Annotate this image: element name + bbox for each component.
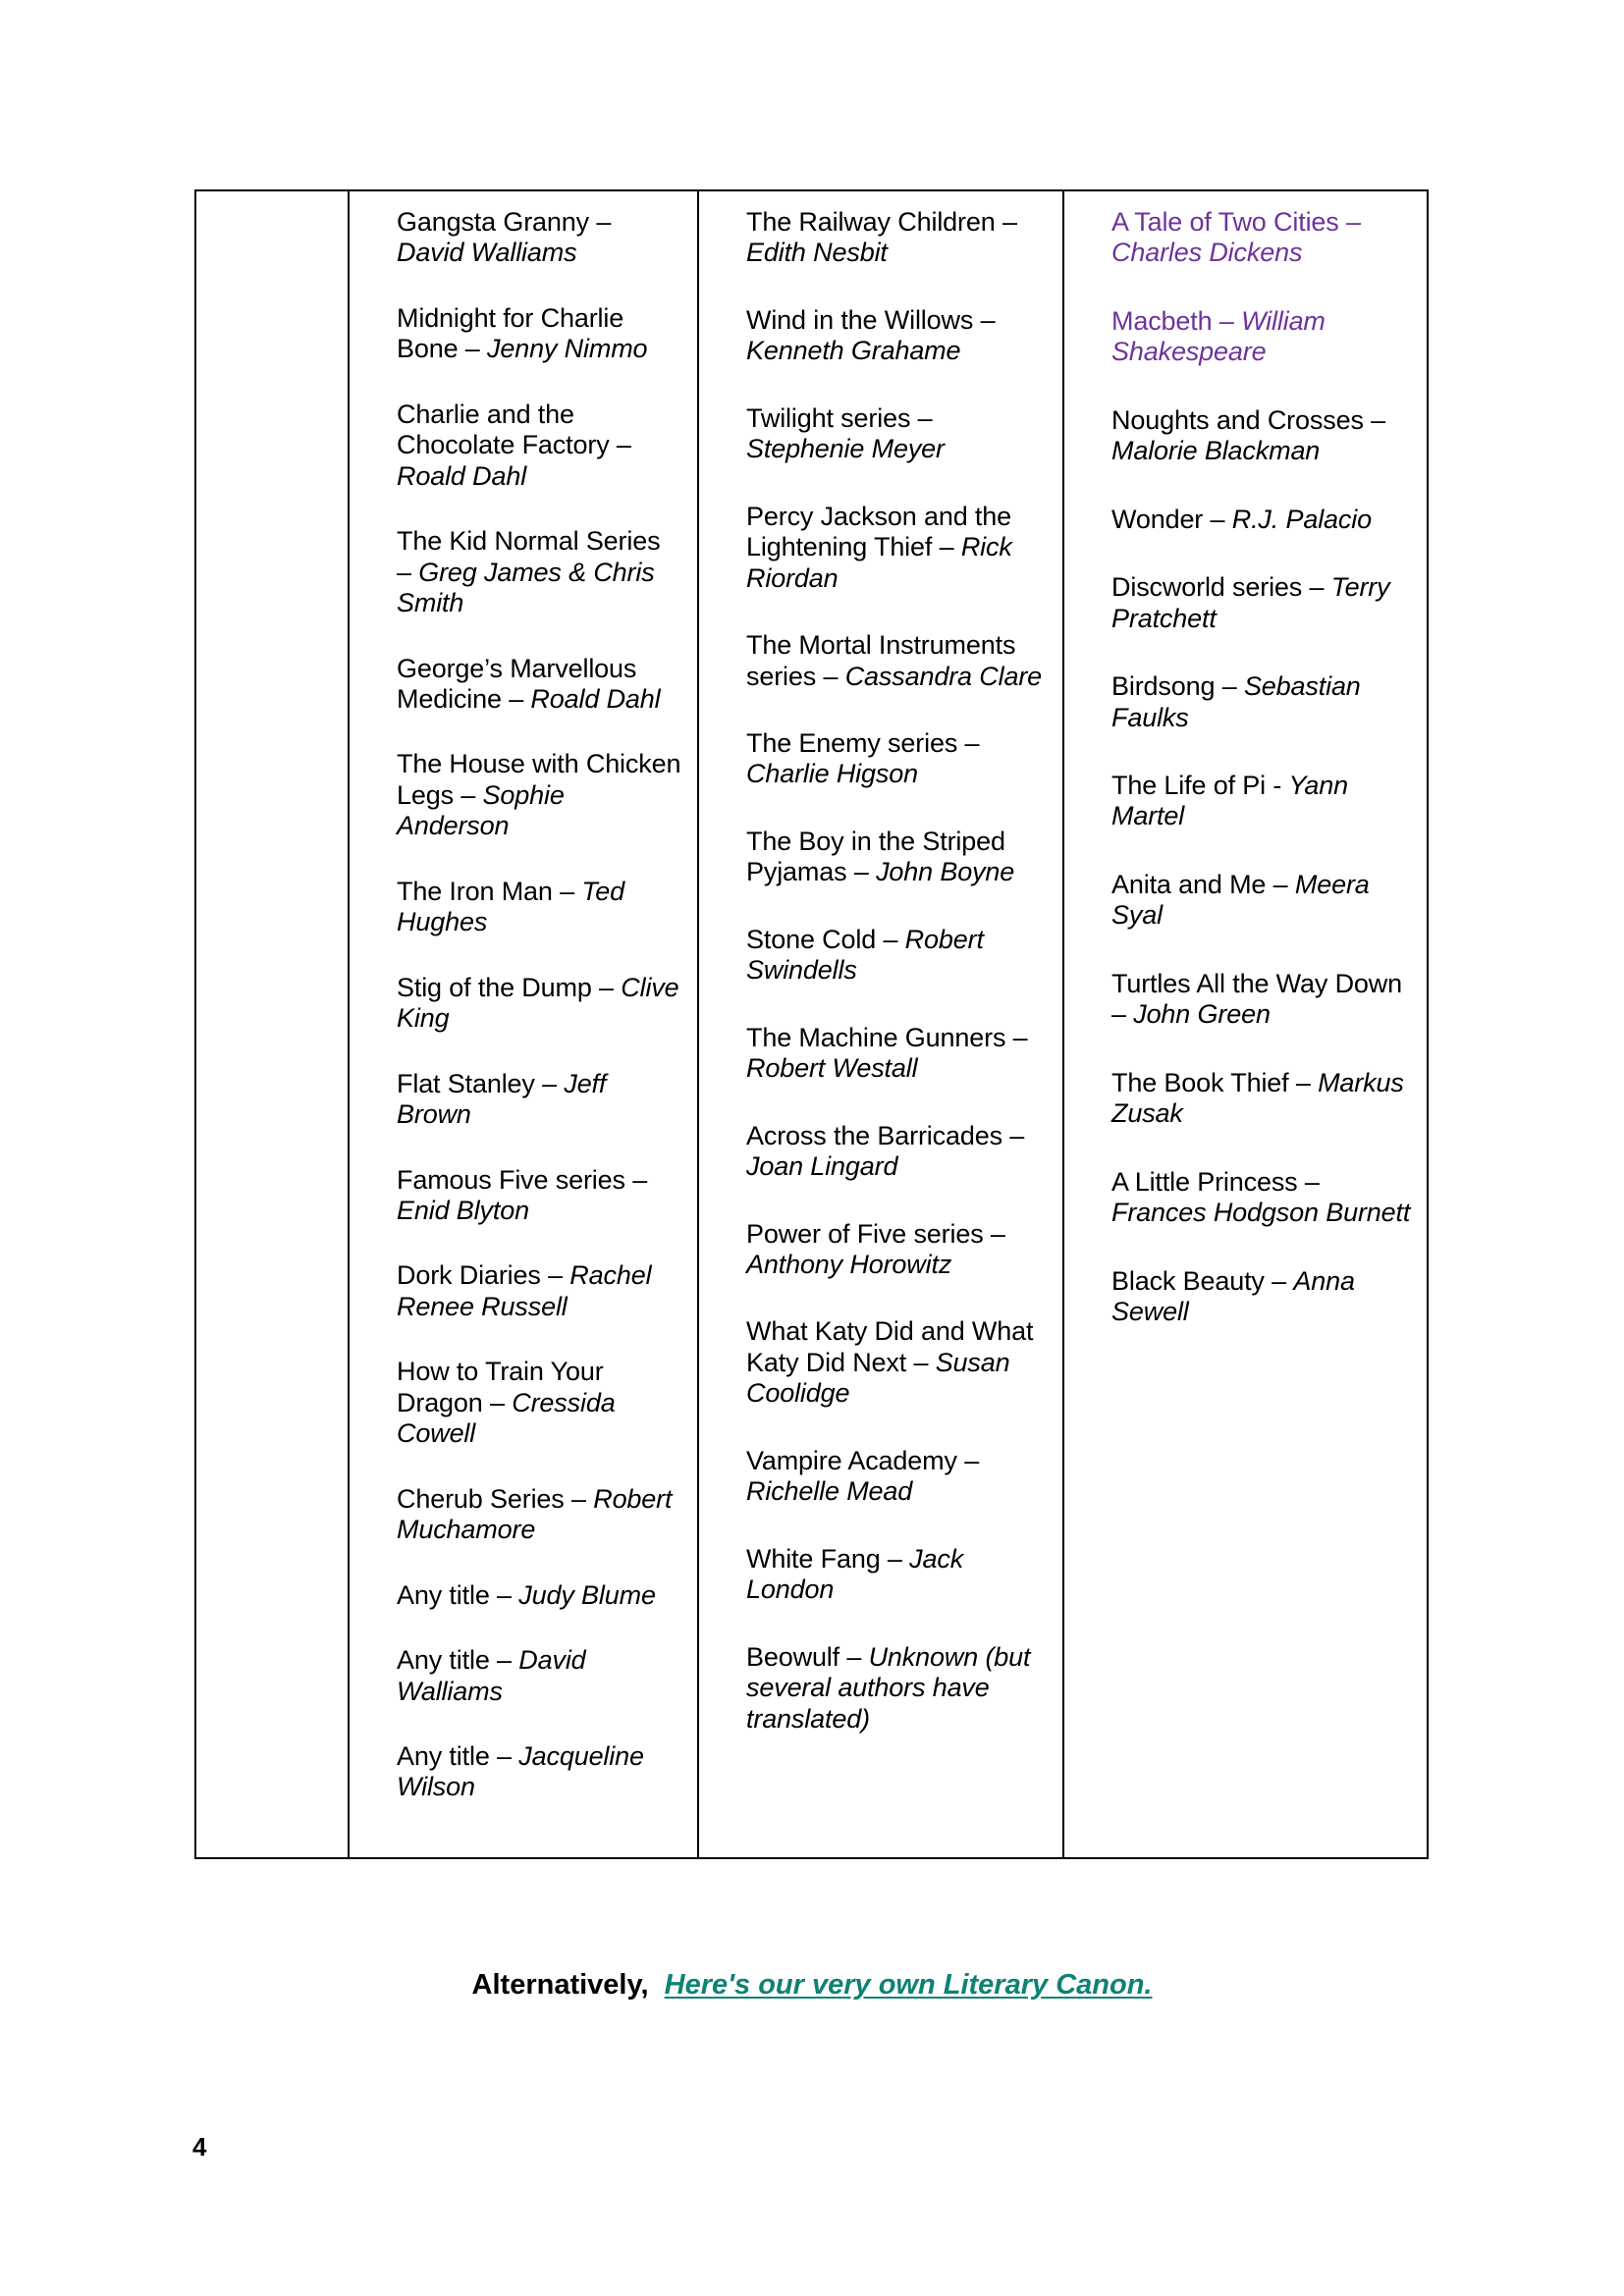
book-entry [746,1642,1047,1735]
page-number: 4 [192,2132,207,2162]
book-title: Famous Five series – [397,1164,648,1195]
book-author: Judy Blume [518,1579,656,1610]
book-title: How to Train Your Dragon – [397,1357,604,1417]
book-title: The Boy in the Striped Pyjamas – [746,826,1005,887]
book-title: Cherub Series – [397,1483,594,1514]
table-cell-spacer [195,190,349,1858]
book-title: The Kid Normal Series – [397,526,661,587]
book-entry [746,1316,1047,1409]
book-title: Any title – [397,1645,519,1676]
book-author: David Walliams [397,1645,586,1706]
book-author: Charles Dickens [1111,238,1303,268]
book-title: What Katy Did and What Katy Did Next – [746,1316,1034,1377]
book-title: Flat Stanley – [397,1068,565,1098]
book-title: Birdsong – [1111,671,1244,702]
book-title: Wonder – [1111,504,1232,534]
book-entry [397,877,681,938]
book-entry [746,728,1047,790]
book-author: Greg James & Chris Smith [397,557,655,618]
book-author: Clive King [397,972,679,1034]
book-author: Susan Coolidge [746,1347,1010,1409]
book-author: Rick Riordan [746,532,1012,593]
book-author: Yann Martel [1111,770,1348,831]
book-entry [1111,405,1411,467]
book-entry [1111,505,1411,535]
book-entry [1111,572,1411,634]
book-entry [397,1260,681,1322]
book-author: Stephenie Meyer [746,434,945,464]
alternative-canon-line [0,1969,1624,2002]
book-author: Robert Westall [746,1053,918,1084]
book-entry [397,1357,681,1449]
book-entry [397,973,681,1035]
book-title: The Machine Gunners – [746,1022,1028,1052]
book-author: Markus Zusak [1111,1067,1404,1129]
book-author: Robert Swindells [746,924,984,986]
book-title: Stone Cold – [746,924,905,954]
book-entry [1111,306,1411,368]
book-title: White Fang – [746,1543,910,1574]
book-author: Richelle Mead [746,1476,913,1507]
book-entry [397,1069,681,1131]
book-title: Across the Barricades – [746,1120,1025,1150]
book-title: Any title – [397,1579,519,1610]
book-author: David Walliams [397,238,577,268]
book-entry [397,1484,681,1546]
book-title: Black Beauty – [1111,1265,1294,1296]
book-author: John Green [1133,999,1271,1030]
book-author: Sophie Anderson [397,779,565,841]
book-title: Dork Diaries – [397,1260,570,1291]
book-entry [746,1121,1047,1183]
book-title: Turtles All the Way Down – [1111,968,1402,1030]
book-title: Macbeth – [1111,305,1242,336]
book-author: Kenneth Grahame [746,336,961,366]
book-entry [397,654,681,716]
book-title: Charlie and the Chocolate Factory – [397,399,631,460]
book-author: William Shakespeare [1111,305,1326,367]
secondary-list-content [699,191,1064,1790]
book-author: Enid Blyton [397,1195,529,1225]
book-entry [746,827,1047,888]
book-entry [397,1580,681,1611]
book-title: Percy Jackson and the Lightening Thief – [746,501,1012,562]
book-author: Anthony Horowitz [746,1249,952,1279]
book-entry [397,1165,681,1227]
book-title: Noughts and Crosses – [1111,404,1386,435]
book-author: Terry Pratchett [1111,572,1390,633]
book-author: Cassandra Clare [844,661,1043,691]
literary-canon-link[interactable]: Here's our very own Literary Canon. [664,1969,1153,2001]
book-title: George’s Marvellous Medicine – [397,653,637,714]
alternative-lead-text: Alternatively, [471,1969,649,2001]
book-author: Joan Lingard [746,1151,898,1182]
book-entry [746,630,1047,692]
book-title: Stig of the Dump – [397,972,622,1002]
book-author: Frances Hodgson Burnett [1111,1198,1411,1228]
book-author: Meera Syal [1111,869,1370,931]
book-title: Discworld series – [1111,572,1331,603]
book-title: The Life of Pi - [1111,770,1289,800]
recommended-reading-table [194,189,1429,1859]
book-title: Gangsta Granny – [397,207,612,237]
book-author: Unknown (but several authors have translated) [746,1641,1031,1734]
book-entry [1111,671,1411,733]
book-author: Rachel Renee Russell [397,1260,652,1321]
table-cell-secondary-list [698,190,1063,1858]
book-entry [746,1446,1047,1508]
book-entry [397,1645,681,1707]
book-title: Beowulf – [746,1641,869,1672]
book-author: Charlie Higson [746,759,918,789]
book-entry [397,207,681,269]
book-author: Jeff Brown [397,1068,607,1130]
book-entry [746,925,1047,987]
book-title: Wind in the Willows – [746,304,996,335]
book-author: Jenny Nimmo [487,334,648,364]
book-author: Ted Hughes [397,876,624,937]
book-entry [746,1544,1047,1606]
book-title: Vampire Academy – [746,1445,980,1475]
book-entry [397,749,681,841]
book-entry [397,400,681,492]
book-author: Cressida Cowell [397,1387,616,1449]
book-title: The Railway Children – [746,207,1017,237]
book-author: Anna Sewell [1111,1265,1355,1326]
book-author: R.J. Palacio [1231,504,1372,534]
book-entry [1111,771,1411,832]
book-entry [397,526,681,618]
book-entry [746,305,1047,367]
book-title: Anita and Me – [1111,869,1295,899]
book-entry [1111,1266,1411,1328]
book-title: The House with Chicken Legs – [397,749,681,810]
book-title: A Tale of Two Cities – [1111,207,1361,237]
book-title: Midnight for Charlie Bone – [397,302,624,364]
book-title: The Book Thief – [1111,1067,1319,1097]
table-cell-challenge-list [1063,190,1428,1858]
book-author: Jack London [746,1543,964,1605]
book-entry [1111,969,1411,1031]
book-author: Robert Muchamore [397,1483,673,1545]
book-title: A Little Princess – [1111,1166,1320,1197]
table-row [195,190,1428,1858]
book-author: Jacqueline Wilson [397,1740,644,1802]
book-entry [397,1741,681,1803]
book-entry [746,1219,1047,1281]
book-entry [746,403,1047,465]
book-title: The Enemy series – [746,727,980,758]
book-author: Sebastian Faulks [1111,671,1361,732]
challenge-list-content [1064,191,1429,1384]
book-author: Edith Nesbit [746,238,888,268]
book-entry [746,1023,1047,1085]
book-entry [1111,1167,1411,1229]
book-title: The Iron Man – [397,876,582,906]
book-author: John Boyne [876,857,1015,887]
book-title: Any title – [397,1740,519,1771]
book-entry [746,502,1047,594]
book-author: Roald Dahl [397,460,527,491]
book-author: Malorie Blackman [1111,436,1321,466]
primary-list-content [350,191,699,1857]
table-cell-primary-list [349,190,698,1858]
book-entry [746,207,1047,269]
book-entry [1111,207,1411,269]
book-entry [397,303,681,365]
book-title: The Mortal Instruments series – [746,630,1016,691]
book-entry [1111,1068,1411,1130]
book-title: Twilight series – [746,402,933,433]
book-entry [1111,870,1411,932]
book-author: Roald Dahl [530,683,661,714]
book-title: Power of Five series – [746,1218,1005,1249]
